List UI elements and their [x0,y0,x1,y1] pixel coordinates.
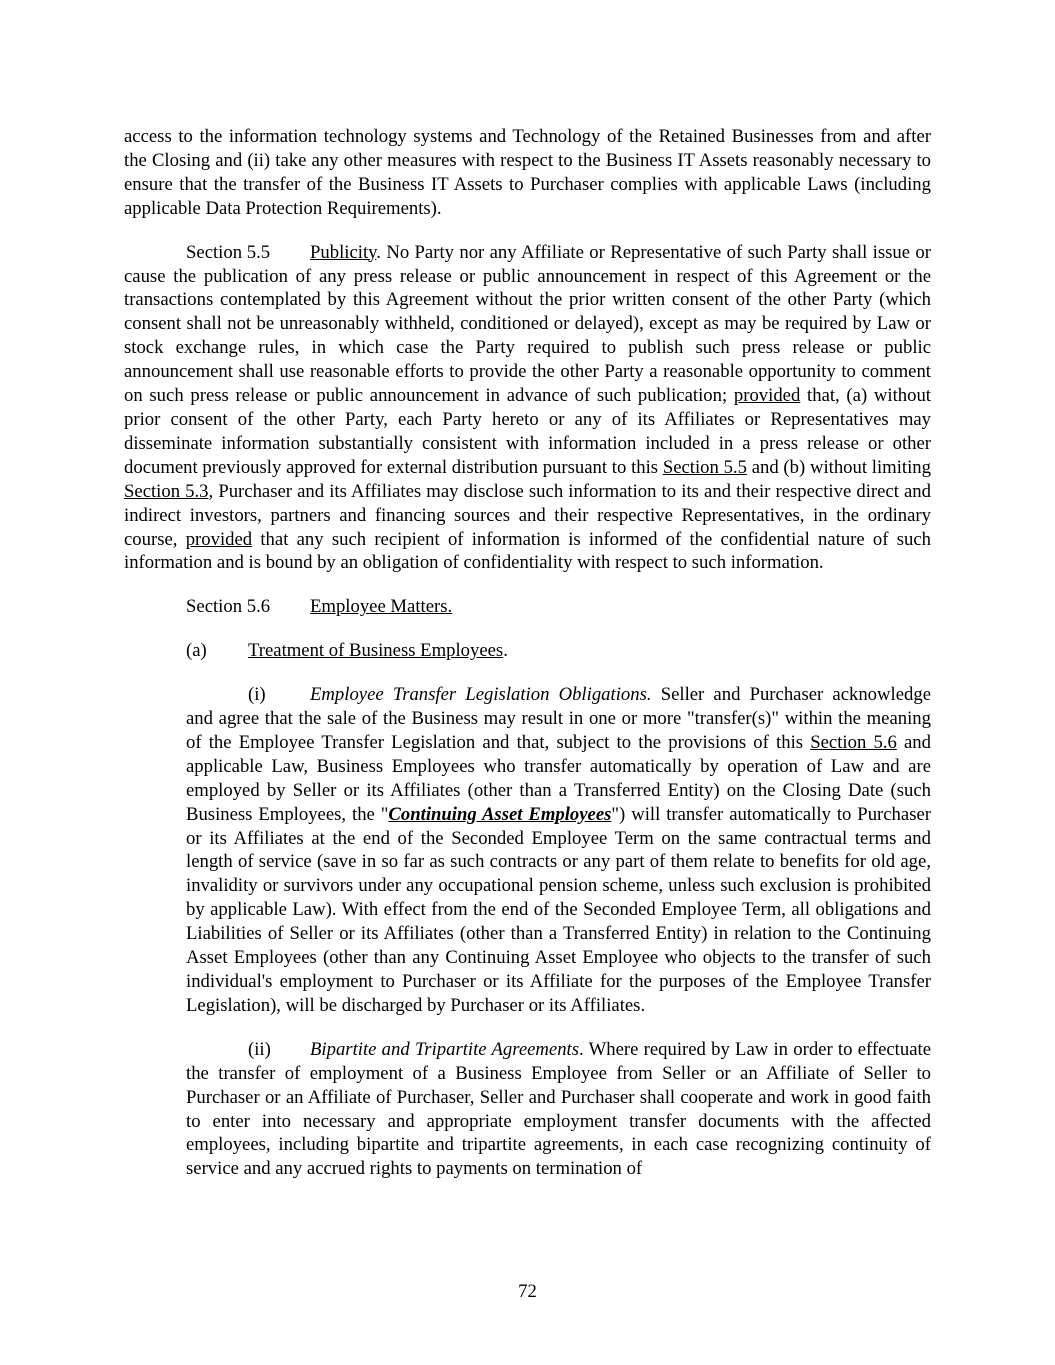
subsection-a-label: (a) [186,640,207,662]
section-5-6-number: Section 5.6 [186,596,271,618]
section-5-3-cross-ref: Section 5.3 [124,480,209,502]
intro-paragraph [124,125,931,221]
page-number: 72 [518,1281,537,1302]
intro-text: access to the information technology systems and Technology of the Retained Businesses from and after the Closing and (ii) take any other measures with respect to the Business IT Assets reasonably necessary to ensure that the transfer of the Business IT Assets to Purchaser complies with applicable Laws (including applicable Data Protection Requirements). [124,126,931,219]
clause-i-block [186,683,931,1181]
section-5-6-heading: Employee Matters. [310,596,453,618]
clause-i-paragraph: (i) Employee Transfer Legislation Obligations. Seller and Purchaser acknowledge and agree that the sale of the Business may result in one or more "transfer(s)" within the meaning of the Employee Transfer Legislation and that, subject to the provisions of this Section 5.6 and applicable Law, Business Employees who transfer automatically by operation of Law and are employed by Seller or its Affiliates (other than a Transferred Entity) on the Closing Date (such Business Employees, the "Continuing Asset Employees") will transfer automatically to Purchaser or its Affiliates at the end of the Seconded Employee Term on the same contractual terms and length of service (save in so far as such contracts or any part of them relate to benefits for old age, invalidity or survivors under any occupational pension scheme, unless such exclusion is prohibited by applicable Law). With effect from the end of the Seconded Employee Term, all obligations and Liabilities of Seller or its Affiliates (other than a Transferred Entity) in relation to the Continuing Asset Employees (other than any Continuing Asset Employee who objects to the transfer of such individual's employment to Purchaser or its Affiliate for the purposes of the Employee Transfer Legislation), will be discharged by Purchaser or its Affiliates. [186,684,931,1016]
section-5-6-cross-ref: Section 5.6 [810,731,897,753]
clause-i-heading: Employee Transfer Legislation Obligations. [310,684,652,706]
provided-term: provided [733,385,801,407]
clause-i-label: (i) [248,684,266,706]
section-5-5-heading: Publicity [310,241,377,263]
section-5-5-paragraph: Section 5.5 Publicity. No Party nor any Affiliate or Representative of such Party shall issue or cause the publication of any press release or public announcement in respect of this Agreement or the transactions contemplated by this Agreement without the prior written consent of the other Party (which consent shall not be unreasonably withheld, conditioned or delayed), except as may be required by Law or stock exchange rules, in which case the Party required to publish such press release or public announcement shall use reasonable efforts to provide the other Party a reasonable opportunity to comment on such press release or public announcement in advance of such publication; provided that, (a) without prior consent of the other Party, each Party hereto or any of its Affiliates or Representatives may disseminate information substantially consistent with information included in a press release or other document previously approved for external distribution pursuant to this Section 5.5 and (b) without limiting Section 5.3, Purchaser and its Affiliates may disclose such information to its and their respective direct and indirect investors, partners and financing sources and their respective Representatives, in the ordinary course, provided that any such recipient of information is informed of the confidential nature of such information and is bound by an obligation of confidentiality with respect to such information. [124,241,931,574]
defined-term-continuing-asset-employees: Continuing Asset Employees [388,803,612,825]
section-5-6-heading-line [124,595,931,619]
section-5-5-cross-ref: Section 5.5 [662,456,747,478]
clause-ii-paragraph: (ii) Bipartite and Tripartite Agreements. Where required by Law in order to effectuate the transfer of employment of a Business Employee from Seller or an Affiliate of Seller to Purchaser or an Affiliate of Purchaser, Seller and Purchaser shall cooperate and work in good faith to enter into necessary and appropriate employment transfer documents with the affected employees, including bipartite and tripartite agreements, in each case recognizing continuity of service and any accrued rights to payments on termination of [186,1038,932,1180]
clause-ii-heading: Bipartite and Tripartite Agreements [310,1038,580,1060]
subsection-a-heading-line: (a) Treatment of Business Employees. [186,640,508,662]
provided-term: provided [185,528,253,550]
section-5-5-number: Section 5.5 [186,241,271,263]
subsection-a-heading: Treatment of Business Employees [248,640,504,662]
document-page [124,125,931,1181]
clause-ii-label: (ii) [248,1038,271,1060]
